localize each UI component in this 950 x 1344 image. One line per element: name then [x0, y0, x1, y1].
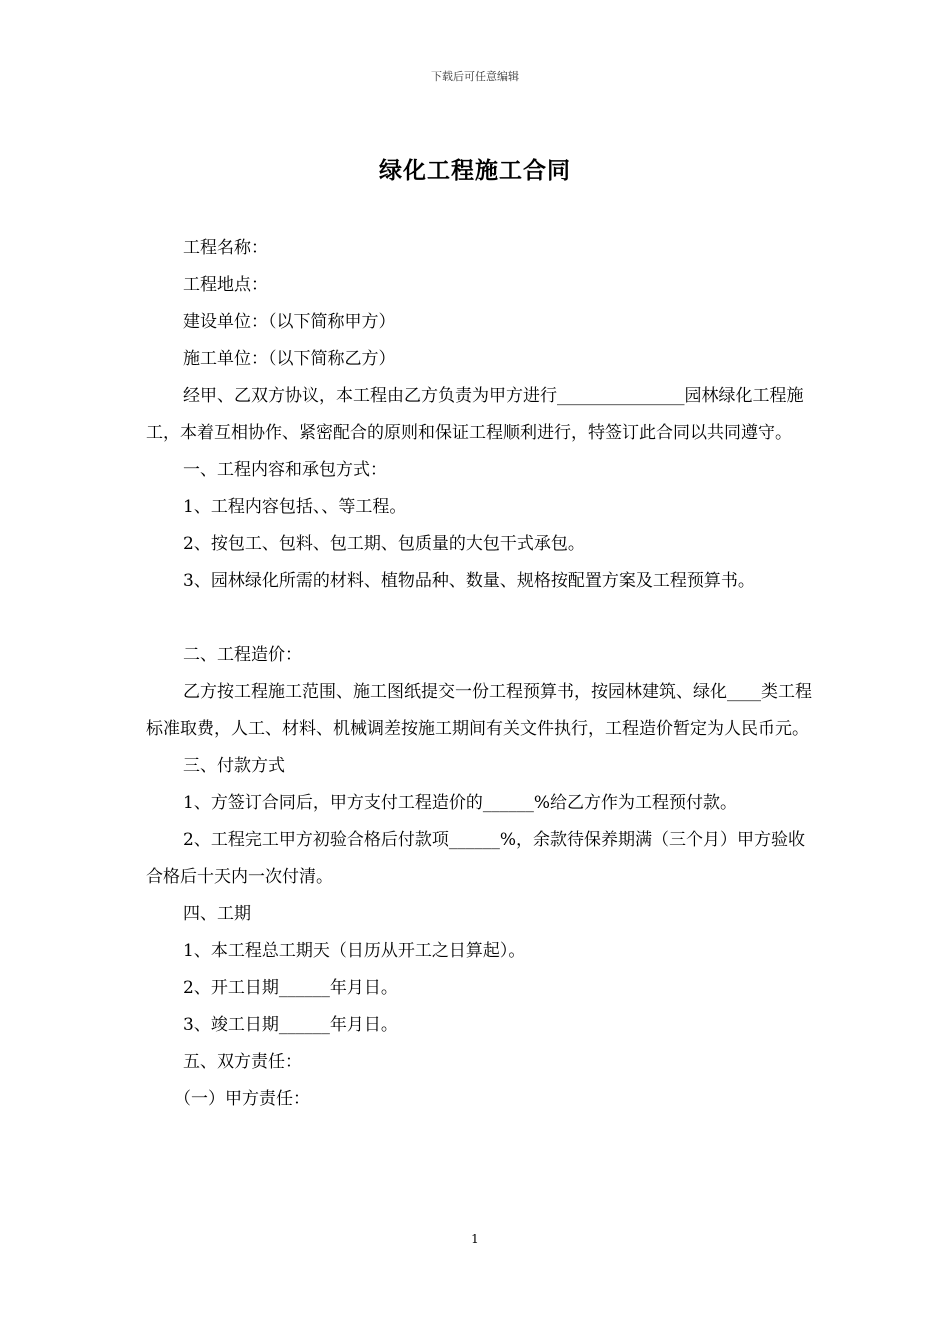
section-4-item-2: 2、开工日期______年月日。	[183, 978, 398, 998]
agreement-paragraph: 经甲、乙双方协议，本工程由乙方负责为甲方进行_______________园林绿化工程施工，本着互相协作、紧密配合的原则和保证工程顺利进行，特签订此合同以共同遵守。	[146, 386, 804, 443]
header-note: 下载后可任意编辑	[431, 70, 519, 83]
section-4-item-1: 1、本工程总工期天（日历从开工之日算起）。	[183, 941, 526, 961]
document-title: 绿化工程施工合同	[379, 157, 571, 184]
section-3-item-1: 1、方签订合同后，甲方支付工程造价的______%给乙方作为工程预付款。	[183, 793, 737, 813]
blank-line	[146, 600, 814, 637]
section-1-item-3: 3、园林绿化所需的材料、植物品种、数量、规格按配置方案及工程预算书。	[183, 571, 755, 591]
section-1-item-1: 1、工程内容包括、、等工程。	[183, 497, 407, 517]
contractor-line: 施工单位：（以下简称乙方）	[183, 349, 396, 369]
section-4-item-3: 3、竣工日期______年月日。	[183, 1015, 398, 1035]
section-1-heading: 一、工程内容和承包方式：	[183, 460, 387, 480]
section-3-heading: 三、付款方式	[183, 756, 285, 776]
section-5-heading: 五、双方责任：	[183, 1052, 302, 1072]
section-1-item-2: 2、按包工、包料、包工期、包质量的大包干式承包。	[183, 534, 585, 554]
client-line: 建设单位：（以下简称甲方）	[183, 312, 396, 332]
section-3-item-2: 2、工程完工甲方初验合格后付款项______%，余款待保养期满（三个月）甲方验收合格后十天内一次付清。	[146, 830, 805, 887]
contract-body	[146, 230, 814, 1118]
project-name-line: 工程名称：	[183, 238, 268, 258]
project-location-line: 工程地点：	[183, 275, 268, 295]
section-5-sub-heading: （一）甲方责任：	[174, 1089, 310, 1109]
section-2-heading: 二、工程造价：	[183, 645, 302, 665]
section-4-heading: 四、工期	[183, 904, 251, 924]
page-number: 1	[471, 1232, 479, 1246]
section-2-paragraph: 乙方按工程施工范围、施工图纸提交一份工程预算书，按园林建筑、绿化____类工程标准取费，人工、材料、机械调差按施工期间有关文件执行，工程造价暂定为人民币元。	[146, 682, 812, 739]
